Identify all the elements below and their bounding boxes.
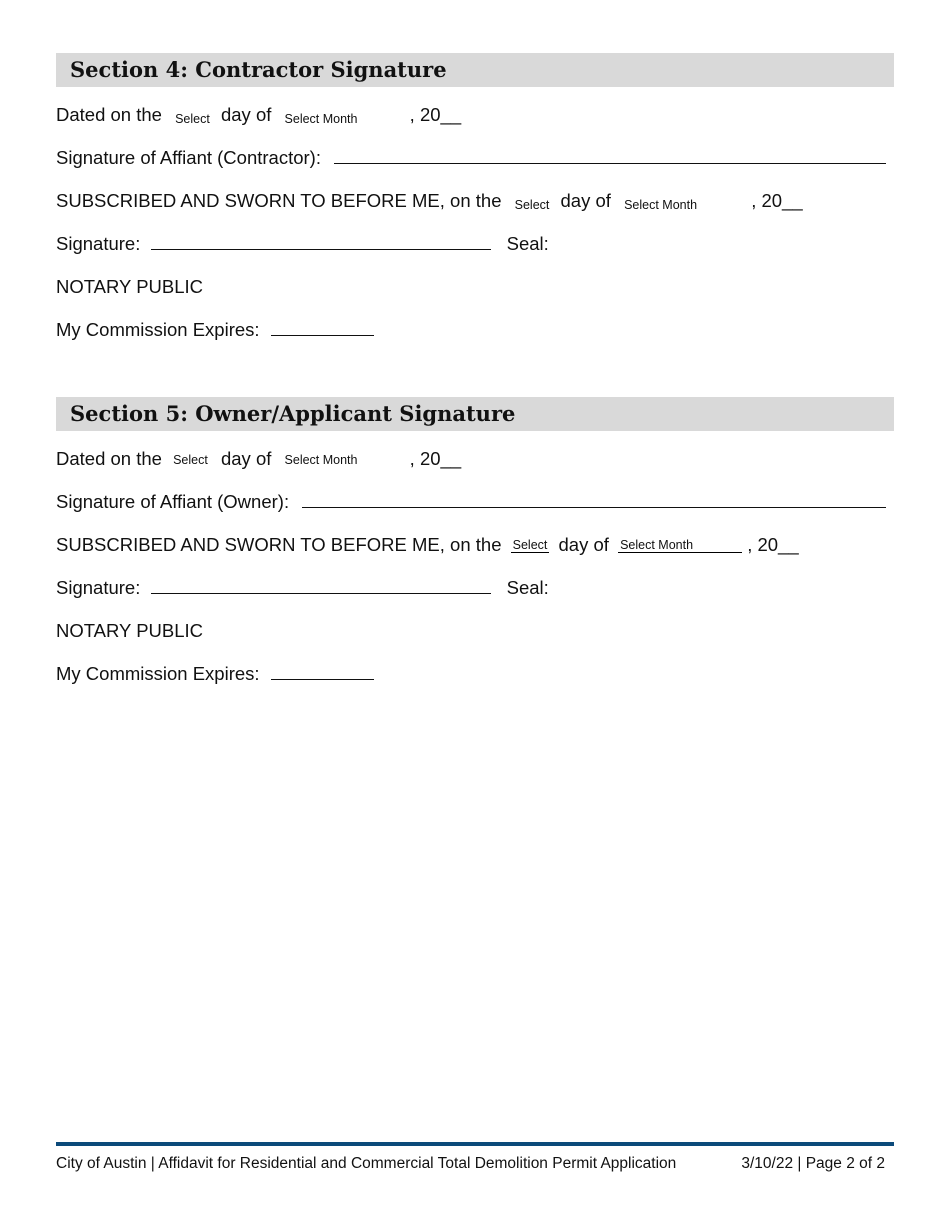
section-5-affiant-line	[56, 491, 886, 513]
section-4-signature-line	[56, 233, 549, 255]
sworn-day-of-label: day of	[558, 534, 609, 555]
sworn-year-label: , 20__	[747, 534, 799, 555]
affiant-signature-label: Signature of Affiant (Owner):	[56, 491, 290, 512]
sworn-day-of-label: day of	[560, 190, 611, 211]
section-5-signature-line	[56, 577, 549, 599]
sworn-day-select[interactable]: Select	[514, 198, 550, 212]
dated-label: Dated on the	[56, 104, 162, 125]
day-select[interactable]: Select	[173, 453, 208, 467]
section-5-commission-line	[56, 663, 374, 685]
sworn-month-select[interactable]: Select Month	[624, 198, 698, 212]
notary-public-label: NOTARY PUBLIC	[56, 620, 204, 641]
sworn-label: SUBSCRIBED AND SWORN TO BEFORE ME, on the	[56, 534, 502, 555]
footer-page-info: 3/10/22 | Page 2 of 2	[741, 1155, 885, 1172]
dated-label: Dated on the	[56, 448, 162, 469]
day-of-label: day of	[220, 104, 272, 125]
sworn-label: SUBSCRIBED AND SWORN TO BEFORE ME, on the	[56, 190, 502, 211]
footer-divider	[56, 1142, 894, 1146]
section-4-affiant-line	[56, 147, 886, 169]
affiant-signature-label: Signature of Affiant (Contractor):	[56, 147, 321, 168]
sworn-year-label: , 20__	[751, 190, 803, 211]
notary-signature-label: Signature:	[56, 233, 141, 254]
section-5-title: Section 5: Owner/Applicant Signature	[56, 397, 894, 431]
sworn-month-select[interactable]: Select Month	[618, 538, 742, 553]
notary-signature-field[interactable]	[151, 578, 491, 594]
commission-label: My Commission Expires:	[56, 663, 260, 684]
commission-expires-field[interactable]	[271, 320, 374, 336]
footer-document-title: City of Austin | Affidavit for Residential and Commercial Total Demolition Permit Application	[56, 1155, 677, 1172]
notary-signature-label: Signature:	[56, 577, 141, 598]
sworn-day-select[interactable]: Select	[512, 538, 548, 552]
commission-label: My Commission Expires:	[56, 319, 260, 340]
affiant-signature-field[interactable]	[302, 492, 886, 508]
month-select[interactable]: Select Month	[284, 453, 358, 467]
seal-label: Seal:	[506, 233, 549, 254]
notary-signature-field[interactable]	[151, 234, 491, 250]
day-select[interactable]: Select	[175, 112, 210, 126]
notary-public-label: NOTARY PUBLIC	[56, 276, 204, 297]
commission-expires-field[interactable]	[271, 664, 374, 680]
section-4-dated-line	[56, 104, 461, 128]
section-4-sworn-line	[56, 190, 803, 214]
year-label: , 20__	[409, 104, 462, 125]
month-select[interactable]: Select Month	[284, 112, 358, 126]
affiant-signature-field[interactable]	[334, 148, 886, 164]
section-5-sworn-line	[56, 534, 799, 556]
seal-label: Seal:	[506, 577, 549, 598]
section-5-dated-line	[56, 448, 461, 472]
section-4-title: Section 4: Contractor Signature	[56, 53, 894, 87]
year-label: , 20__	[409, 448, 462, 469]
section-4-commission-line	[56, 319, 374, 341]
day-of-label: day of	[220, 448, 272, 469]
